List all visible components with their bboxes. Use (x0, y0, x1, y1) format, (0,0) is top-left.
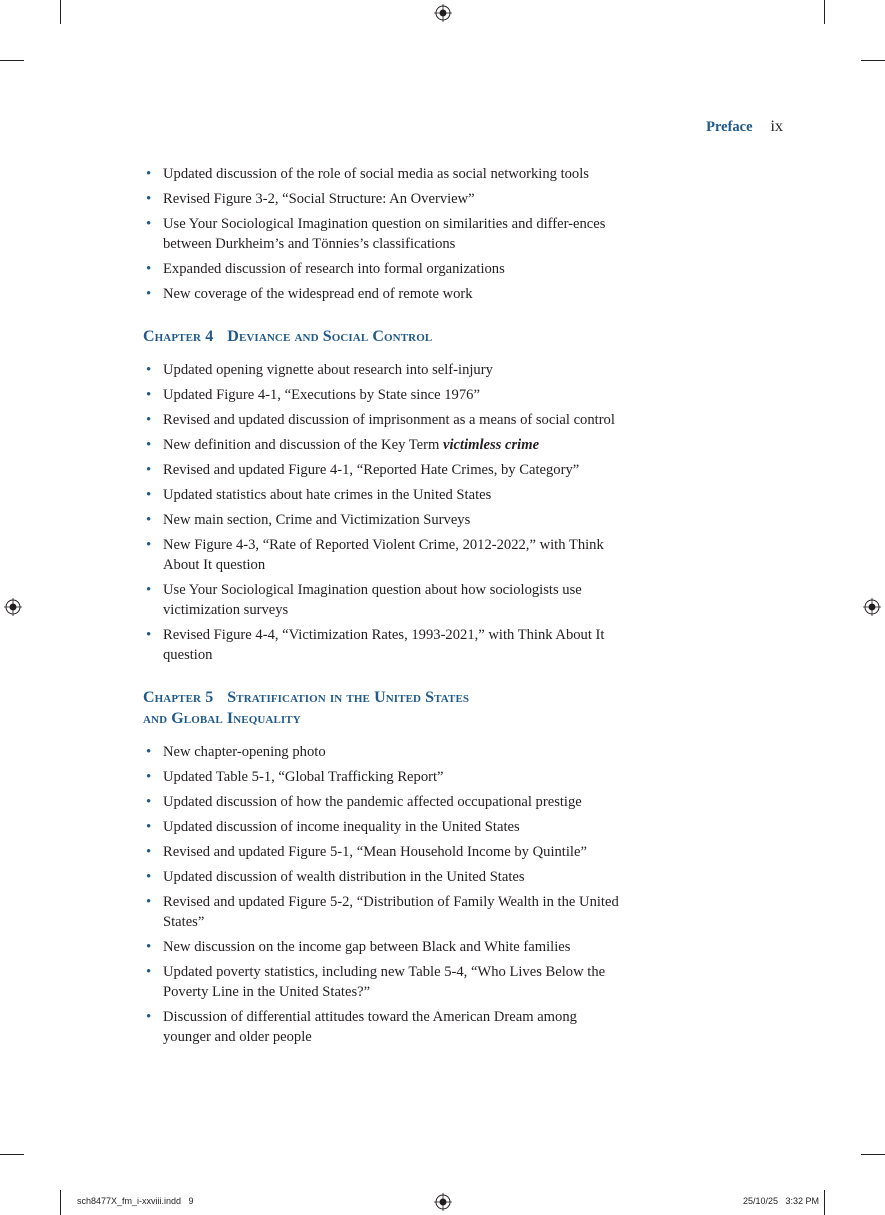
bullet-icon: • (146, 844, 152, 860)
bullet-icon: • (146, 537, 152, 553)
bullet-icon: • (146, 582, 152, 598)
list-item: • Revised Figure 4-4, “Victimization Rates, 1993-2021,” with Think About It question (146, 627, 605, 663)
intro-bullet-list (143, 164, 628, 304)
crop-mark (0, 60, 24, 61)
list-item: • New Figure 4-3, “Rate of Reported Violent Crime, 2012-2022,” with Think About It question (146, 537, 604, 573)
chapter-title-continued: and Global Inequality (143, 710, 301, 727)
bullet-icon: • (146, 744, 152, 760)
slug-filename: sch8477X_fm_i-xxviii.indd 9 (77, 1196, 194, 1206)
list-item: • Revised and updated Figure 4-1, “Reported Hate Crimes, by Category” (146, 462, 580, 478)
list-item: • Use Your Sociological Imagination question about how sociologists use victimization surveys (146, 582, 582, 618)
list-item: • Updated statistics about hate crimes in the United States (146, 487, 492, 503)
list-item: • Updated discussion of how the pandemic affected occupational prestige (146, 794, 582, 810)
registration-mark-icon (434, 1193, 452, 1211)
bullet-icon: • (146, 437, 152, 453)
bullet-icon: • (146, 362, 152, 378)
crop-mark (861, 60, 885, 61)
page-number: ix (770, 118, 783, 135)
bullet-icon: • (146, 286, 152, 302)
list-item: • Revised and updated Figure 5-1, “Mean Household Income by Quintile” (146, 844, 587, 860)
list-item: • Expanded discussion of research into formal organizations (146, 261, 505, 277)
bullet-icon: • (146, 261, 152, 277)
list-item: • New chapter-opening photo (146, 744, 326, 760)
list-item: • New coverage of the widespread end of remote work (146, 286, 473, 302)
crop-mark (60, 0, 61, 24)
list-item: • Use Your Sociological Imagination question on similarities and differ-ences between Durkheim’s and Tönnies’s classifications (146, 216, 606, 252)
list-item: • Updated opening vignette about research into self-injury (146, 362, 493, 378)
bullet-icon: • (146, 387, 152, 403)
bullet-icon: • (146, 939, 152, 955)
bullet-icon: • (146, 216, 152, 232)
list-item: • New discussion on the income gap between Black and White families (146, 939, 571, 955)
list-item: • Updated discussion of the role of social media as social networking tools (146, 166, 589, 182)
slug-timestamp: 25/10/25 3:32 PM (742, 1196, 819, 1206)
list-item: • New main section, Crime and Victimization Surveys (146, 512, 471, 528)
key-term: victimless crime (443, 437, 540, 453)
running-header (706, 118, 783, 136)
list-item: • Revised Figure 3-2, “Social Structure: An Overview” (146, 191, 475, 207)
list-item: • Updated poverty statistics, including new Table 5-4, “Who Lives Below the Poverty Line in the United States?” (146, 964, 606, 1000)
crop-mark (824, 0, 825, 24)
list-item: • Discussion of differential attitudes toward the American Dream among younger and older people (146, 1009, 577, 1045)
bullet-icon: • (146, 412, 152, 428)
list-item: • Revised and updated Figure 5-2, “Distribution of Family Wealth in the United States” (146, 894, 619, 930)
chapter-heading (143, 687, 628, 729)
bullet-icon: • (146, 894, 152, 910)
chapter-number: Chapter 5 (143, 689, 214, 706)
crop-mark (60, 1190, 61, 1215)
chapter5-bullet-list (143, 742, 628, 1047)
registration-mark-icon (434, 4, 452, 22)
chapter-heading (143, 326, 628, 347)
bullet-icon: • (146, 769, 152, 785)
crop-mark (861, 1154, 885, 1155)
list-item: • New definition and discussion of the Key Term victimless crime (146, 437, 540, 453)
chapter-number: Chapter 4 (143, 328, 214, 345)
chapter-title: Deviance and Social Control (227, 328, 433, 345)
main-content (143, 164, 628, 1052)
bullet-icon: • (146, 794, 152, 810)
crop-mark (0, 1154, 24, 1155)
bullet-icon: • (146, 964, 152, 980)
bullet-icon: • (146, 487, 152, 503)
chapter4-bullet-list (143, 360, 628, 665)
chapter-title: Stratification in the United States (227, 689, 470, 706)
crop-mark (824, 1190, 825, 1215)
bullet-icon: • (146, 191, 152, 207)
bullet-icon: • (146, 462, 152, 478)
registration-mark-icon (863, 598, 881, 616)
list-item: • Updated Table 5-1, “Global Trafficking Report” (146, 769, 444, 785)
registration-mark-icon (4, 598, 22, 616)
bullet-icon: • (146, 166, 152, 182)
section-title: Preface (706, 119, 753, 135)
list-item: • Updated discussion of wealth distribution in the United States (146, 869, 525, 885)
bullet-icon: • (146, 512, 152, 528)
bullet-icon: • (146, 627, 152, 643)
list-item: • Updated Figure 4-1, “Executions by State since 1976” (146, 387, 480, 403)
bullet-icon: • (146, 1009, 152, 1025)
bullet-icon: • (146, 869, 152, 885)
bullet-icon: • (146, 819, 152, 835)
list-item: • Revised and updated discussion of imprisonment as a means of social control (146, 412, 615, 428)
list-item: • Updated discussion of income inequality in the United States (146, 819, 520, 835)
